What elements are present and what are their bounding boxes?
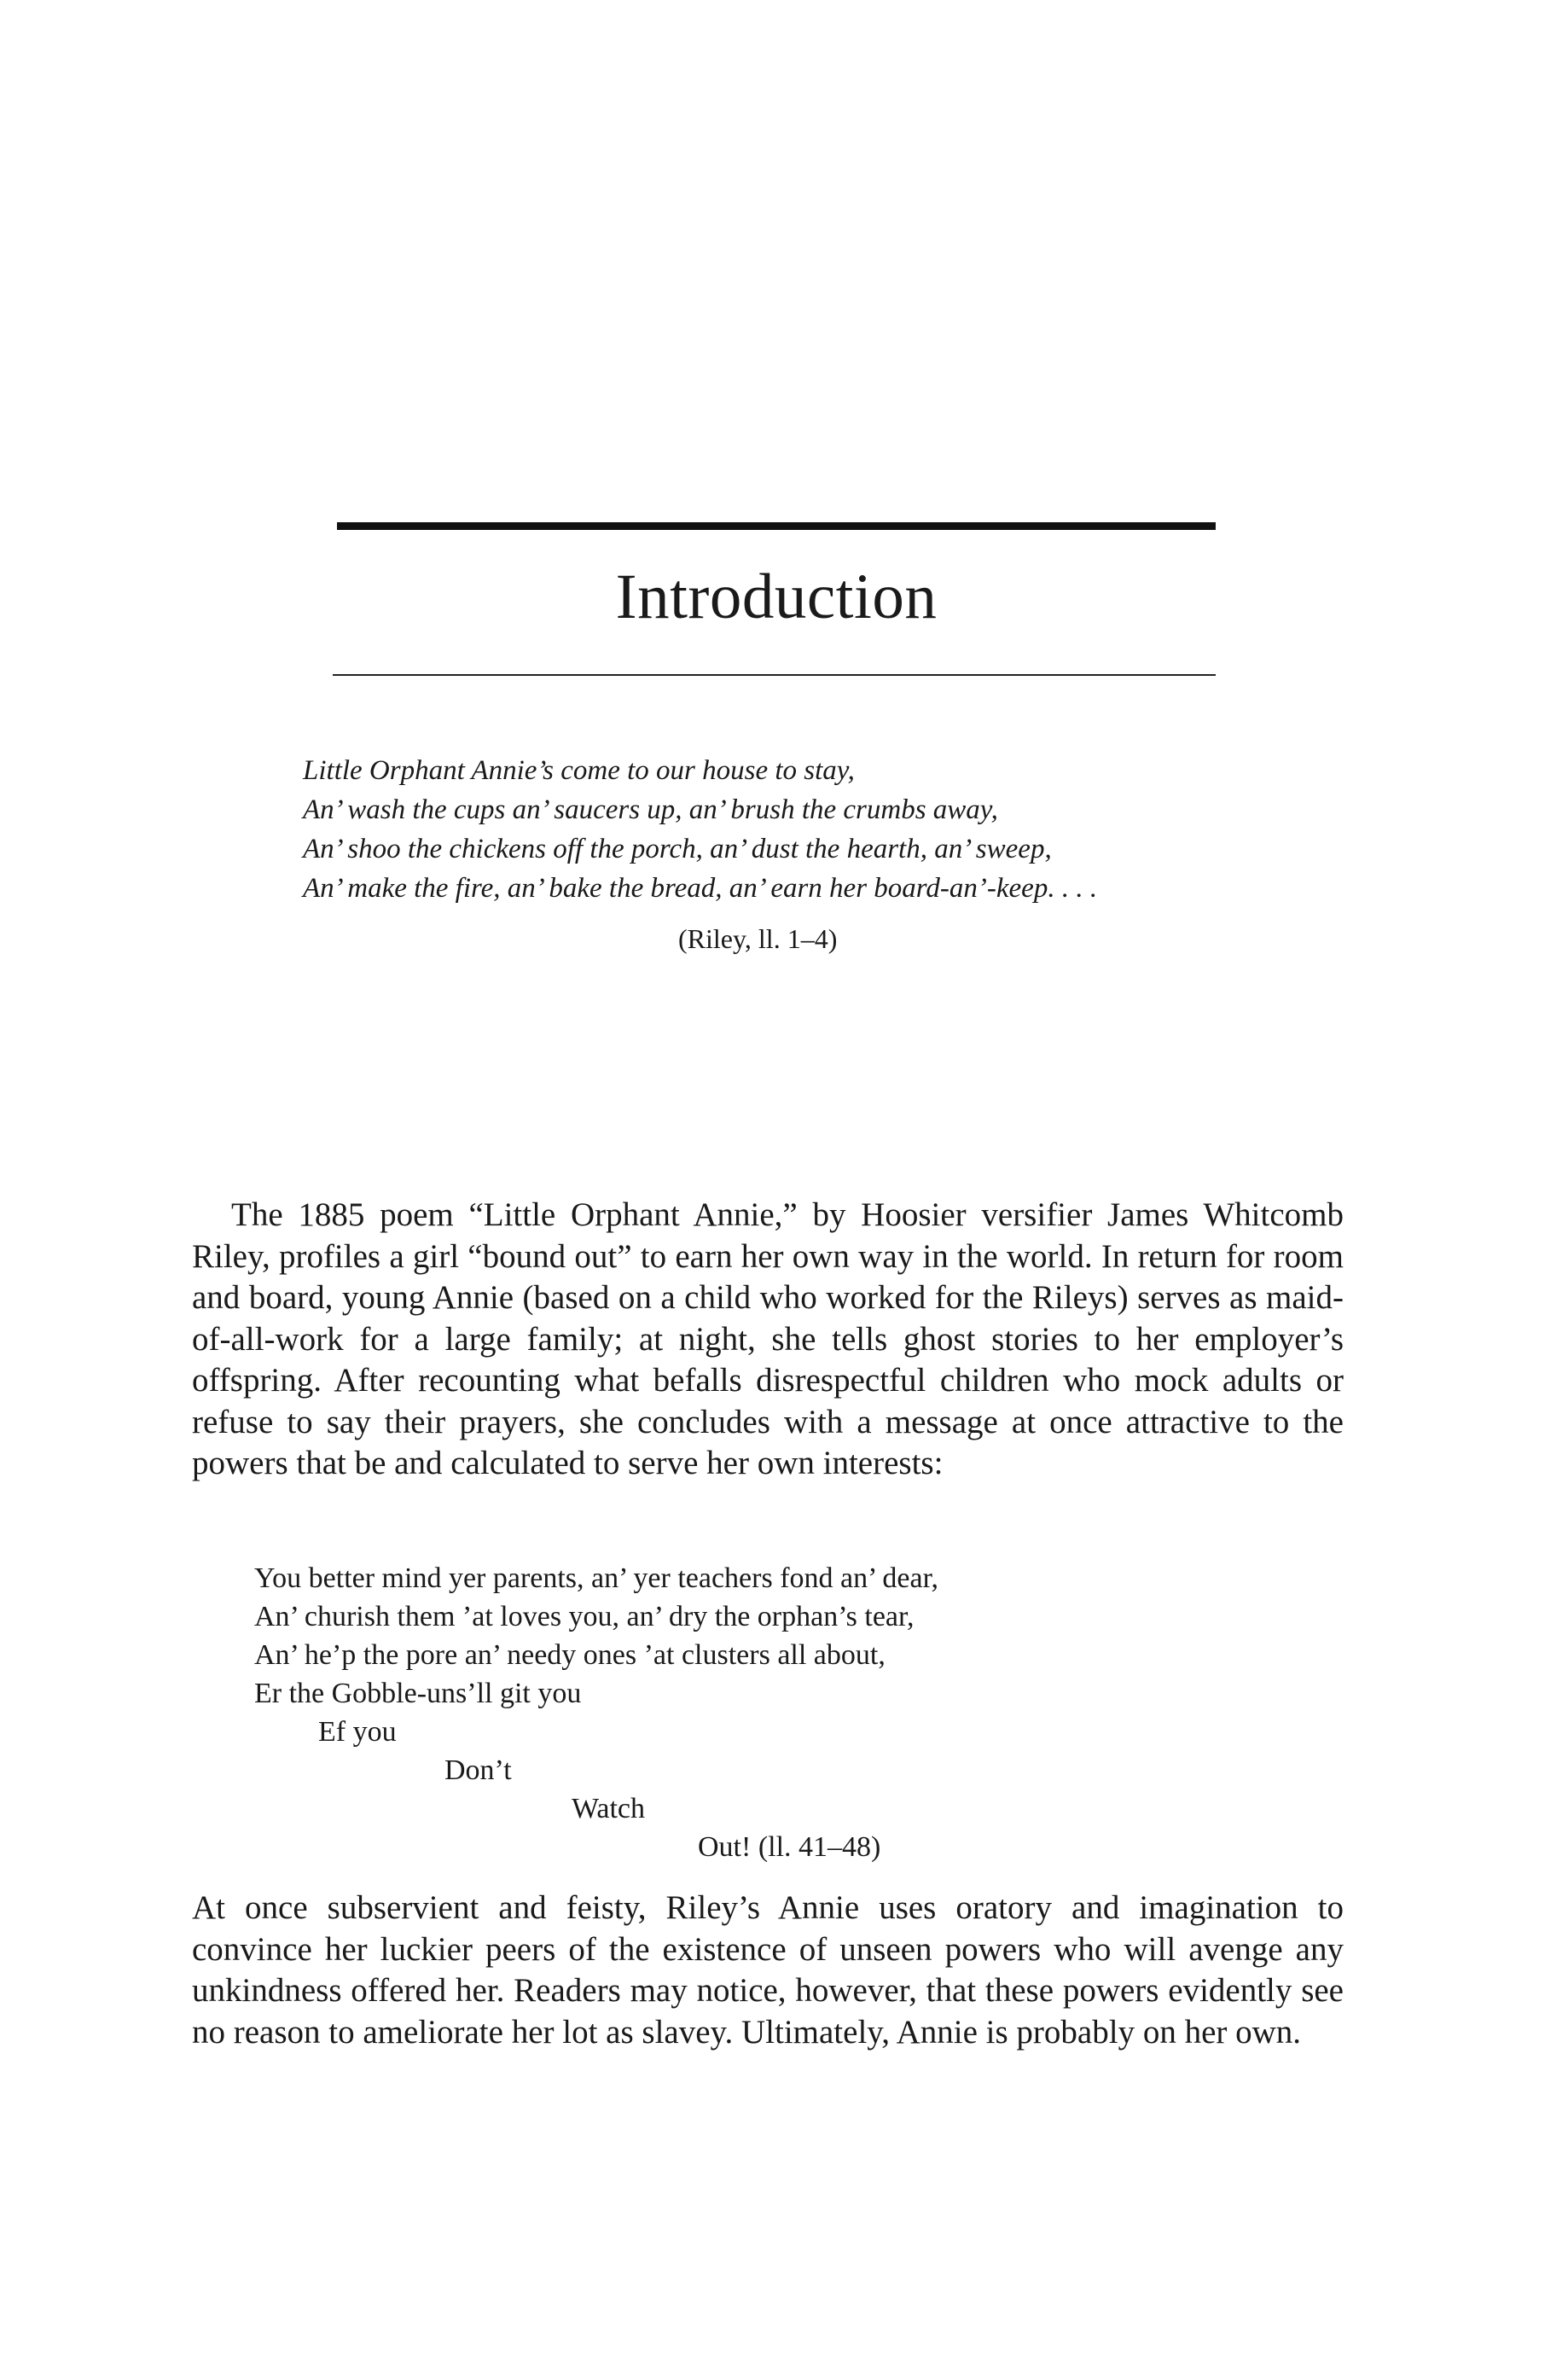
epigraph-line: Little Orphant Annie’s come to our house to stay, [303, 755, 855, 786]
epigraph-line: An’ make the fire, an’ bake the bread, an’ earn her board-an’-keep. . . . [303, 873, 1098, 904]
epigraph [303, 751, 1327, 908]
epigraph-citation: (Riley, ll. 1–4) [678, 923, 838, 954]
verse-line: An’ he’p the pore an’ needy ones ’at clusters all about, [254, 1639, 886, 1671]
verse-line: Watch [572, 1793, 645, 1824]
epigraph-line: An’ shoo the chickens off the porch, an’ dust the hearth, an’ sweep, [303, 834, 1052, 864]
verse-quotation [254, 1559, 938, 1866]
body-paragraph-1: The 1885 poem “Little Orphant Annie,” by Hoosier versifier James Whitcomb Riley, profiles a girl “bound out” to earn her own way in the world. In return for room and board, young Annie (based on a child who worked for the Rileys) serves as maid-of-all-work for a large family; at night, she tells ghost stories to her employer’s offspring. After recounting what befalls disrespectful children who mock adults or refuse to say their prayers, she concludes with a message at once attractive to the powers that be and calculated to serve her own interests: [192, 1196, 1344, 1481]
chapter-top-rule [337, 522, 1216, 530]
chapter-bottom-rule [333, 674, 1216, 676]
verse-line: Er the Gobble-uns’ll git you [254, 1678, 582, 1709]
verse-line: You better mind yer parents, an’ yer teachers fond an’ dear, [254, 1562, 939, 1594]
body-paragraph-2: At once subservient and feisty, Riley’s Annie uses oratory and imagination to convince her luckier peers of the existence of unseen powers who will avenge any unkindness offered her. Readers may notice, however, that these powers evidently see no reason to ameliorate her lot as slavey. Ultimately, Annie is probably on her own. [192, 1889, 1344, 2051]
verse-line: Don’t [444, 1754, 512, 1786]
verse-line-citation: Out! (ll. 41–48) [698, 1831, 881, 1863]
verse-line: An’ churish them ’at loves you, an’ dry the orphan’s tear, [254, 1601, 915, 1632]
epigraph-line: An’ wash the cups an’ saucers up, an’ brush the crumbs away, [303, 794, 998, 825]
verse-line: Ef you [318, 1716, 397, 1748]
chapter-title: Introduction [615, 561, 938, 632]
